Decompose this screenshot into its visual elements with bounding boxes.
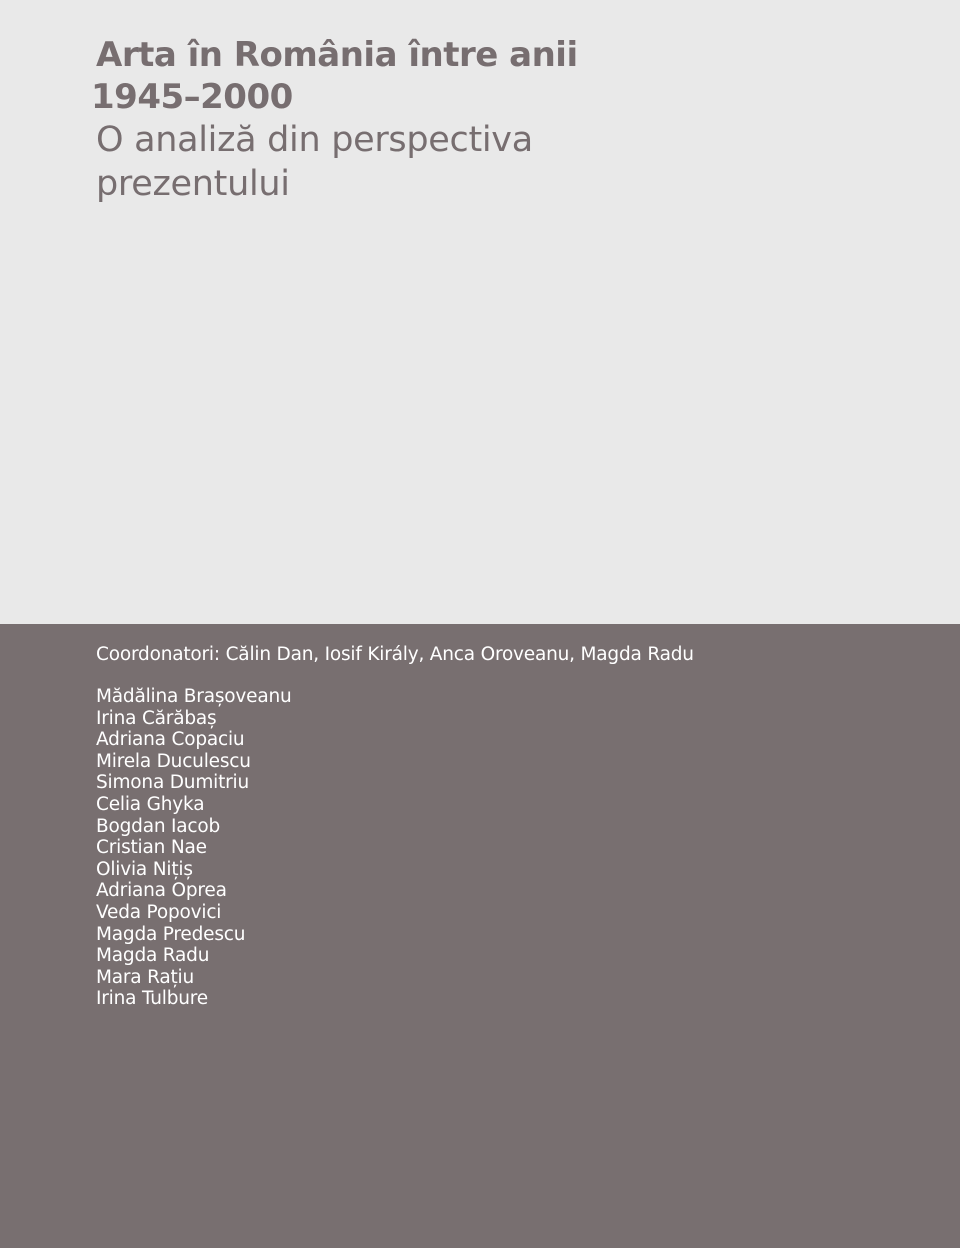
author-name: Mădălina Brașoveanu <box>96 686 292 707</box>
author-name: Cristian Nae <box>96 837 207 859</box>
authors-list <box>96 686 292 1010</box>
author-name: Celia Ghyka <box>96 793 205 815</box>
book-subtitle-line-1: O analiză din perspectiva <box>96 120 533 160</box>
author-name: Bogdan Iacob <box>96 815 221 837</box>
author-name: Simona Dumitriu <box>96 772 250 794</box>
author-name: Veda Popovici <box>96 901 222 923</box>
book-title-line-1: Arta în România între anii <box>96 35 578 75</box>
title-block <box>91 34 656 206</box>
book-title-line-2: 1945–2000 <box>91 77 293 117</box>
author-name: Mara Rațiu <box>96 966 195 988</box>
author-name: Adriana Copaciu <box>96 729 245 751</box>
author-name: Mirela Duculescu <box>96 750 251 772</box>
author-name: Irina Tulbure <box>96 988 208 1010</box>
book-subtitle-line-2: prezentului <box>96 164 290 204</box>
author-name: Magda Radu <box>96 945 210 967</box>
author-name: Magda Predescu <box>96 923 246 945</box>
author-name: Olivia Nițiș <box>96 858 193 880</box>
author-name: Irina Cărăbaș <box>96 707 217 729</box>
coordinators-line: Coordonatori: Călin Dan, Iosif Király, Anca Oroveanu, Magda Radu <box>96 644 694 665</box>
author-name: Adriana Oprea <box>96 880 227 902</box>
